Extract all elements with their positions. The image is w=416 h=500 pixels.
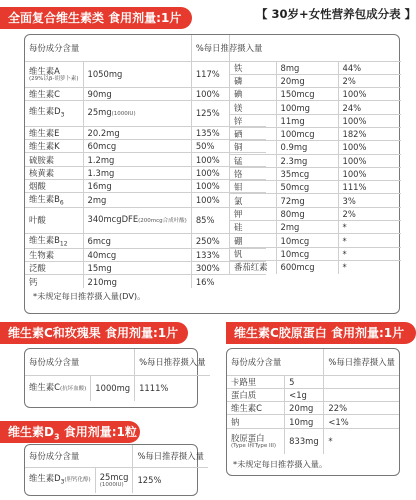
nutrient-name: 氯 <box>230 194 276 207</box>
vc-nrv: 1111% <box>135 375 210 401</box>
table-row <box>230 181 401 194</box>
nutrient-amount: 600mcg <box>276 260 338 273</box>
nutrient-name: 维生素C <box>227 402 285 415</box>
table-row <box>230 247 401 260</box>
nutrient-amount: 340mcgDFE(200mcg合成叶酸) <box>83 207 191 233</box>
nutrient-nrv: * <box>338 260 401 273</box>
nutrient-amount: 2mg <box>276 221 338 234</box>
nutrient-name: 镁 <box>230 101 276 114</box>
nutrient-name: 硫胺素 <box>25 153 83 166</box>
vd-nrv: 125% <box>133 467 208 493</box>
table-row <box>230 88 401 101</box>
nutrient-name: 硒 <box>230 127 276 140</box>
nutrient-name: 叶酸 <box>25 207 83 233</box>
table-row <box>25 375 210 401</box>
vc-name-cell: 维生素C(抗坏血酸) <box>25 375 91 401</box>
nutrient-amount: 2.3mg <box>276 154 338 167</box>
nutrient-name: 钠 <box>227 415 285 428</box>
nutrient-nrv: 100% <box>191 153 266 166</box>
nutrient-amount: 50mcg <box>276 181 338 194</box>
vc-col-nrv: %每日推荐摄入量 <box>139 356 206 367</box>
nutrient-nrv: 135% <box>191 126 266 139</box>
nutrient-name: 核黄素 <box>25 166 83 179</box>
table-row <box>25 467 208 493</box>
main-section-header: 全面复合维生素类 食用剂量:1片 <box>0 7 192 29</box>
nutrient-name: 锰 <box>230 154 276 167</box>
table-row <box>230 207 401 220</box>
col-header-nutrient: 每份成分含量 <box>25 35 191 61</box>
nutrient-nrv: 24% <box>338 101 401 114</box>
table-row <box>230 74 401 87</box>
nutrient-amount: 60mcg <box>83 140 191 153</box>
collagen-col-nrv: %每日推荐摄入量 <box>328 356 395 367</box>
nutrient-amount: 6mcg <box>83 233 191 248</box>
nutrient-nrv: * <box>324 428 399 454</box>
table-row <box>230 154 401 167</box>
nutrient-nrv: 100% <box>338 88 401 101</box>
table-row <box>230 234 401 247</box>
table-row <box>227 402 399 415</box>
nutrient-amount: 10mg <box>285 415 324 428</box>
nutrient-nrv: 2% <box>338 207 401 220</box>
nutrient-name: 维生素E <box>25 126 83 139</box>
nutrient-name: 卡路里 <box>227 375 285 388</box>
nutrient-amount: 20.2mg <box>83 126 191 139</box>
nutrient-amount: 40mcg <box>83 248 191 261</box>
table-row <box>227 375 399 388</box>
main-right-table <box>230 35 401 274</box>
nutrient-amount: <1g <box>285 388 324 401</box>
nutrient-nrv: 100% <box>191 166 266 179</box>
collagen-section-header: 维生素C胶原蛋白 食用剂量:1片 <box>226 322 416 344</box>
nutrient-nrv: 100% <box>338 114 401 127</box>
nutrient-nrv: * <box>338 221 401 234</box>
nutrient-amount: 1050mg <box>83 61 191 87</box>
table-row <box>227 428 399 454</box>
table-row <box>230 167 401 180</box>
vd-col-nutrient: 每份成分含量 <box>25 445 133 467</box>
nutrient-amount: 35mcg <box>276 167 338 180</box>
nutrient-name: 钙 <box>25 275 83 288</box>
nutrient-amount: 10mcg <box>276 247 338 260</box>
nutrient-amount: 90mg <box>83 87 191 100</box>
nutrient-amount: 20mg <box>276 74 338 87</box>
nutrient-nrv: 3% <box>338 194 401 207</box>
nutrient-amount: 25mg(1000IU) <box>83 100 191 126</box>
nutrient-nrv: 100% <box>338 154 401 167</box>
table-row <box>230 194 401 207</box>
vc-col-nutrient: 每份成分含量 <box>25 349 135 375</box>
nutrient-amount: 1.3mg <box>83 166 191 179</box>
vd-table <box>25 445 208 493</box>
table-row <box>230 260 401 273</box>
vc-amount: 1000mg <box>91 375 135 401</box>
table-row <box>230 101 401 114</box>
vd-section-header: 维生素$D_3$ 食用剂量:1粒 <box>0 421 140 443</box>
table-row <box>230 114 401 127</box>
nutrient-name: 维生素A (29%以β-胡萝卜素) <box>25 61 83 87</box>
nutrient-nrv: 44% <box>338 61 401 74</box>
nutrient-nrv: 182% <box>338 127 401 140</box>
nutrient-name: 维生素C <box>25 87 83 100</box>
nutrient-name: 磷 <box>230 74 276 87</box>
collagen-table <box>227 349 399 454</box>
nutrient-amount: 8mg <box>276 61 338 74</box>
nutrient-name: 维生素$B_6$ <box>25 193 83 208</box>
nutrient-amount: 10mcg <box>276 234 338 247</box>
nutrient-amount: 100mcg <box>276 127 338 140</box>
nutrient-nrv: <1% <box>324 415 399 428</box>
nutrient-name: 蛋白质 <box>227 388 285 401</box>
nutrient-nrv <box>324 388 399 401</box>
nutrient-amount: 72mg <box>276 194 338 207</box>
nutrient-name: 铜 <box>230 141 276 154</box>
nutrient-amount: 210mg <box>83 275 191 288</box>
nutrient-nrv: 100% <box>191 193 266 208</box>
table-row <box>25 275 266 288</box>
nutrient-nrv: 117% <box>191 61 266 87</box>
nutrient-amount: 20mg <box>285 402 324 415</box>
nutrient-nrv: 100% <box>191 87 266 100</box>
nutrient-nrv: * <box>338 234 401 247</box>
main-footnote: *未规定每日推荐摄入量(DV)。 <box>33 291 146 301</box>
vc-table-box <box>24 348 206 408</box>
nutrient-name: 钾 <box>230 207 276 220</box>
nutrient-name: 碘 <box>230 88 276 101</box>
nutrient-nrv: * <box>338 247 401 260</box>
nutrient-nrv: 85% <box>191 207 266 233</box>
nutrient-nrv <box>324 375 399 388</box>
vd-col-nrv: %每日推荐摄入量 <box>137 450 205 461</box>
nutrient-nrv: 100% <box>191 179 266 192</box>
page-title: 【 30岁+女性营养包成分表 】 <box>256 7 416 21</box>
table-row <box>230 221 401 234</box>
nutrient-name: 烟酸 <box>25 179 83 192</box>
nutrient-name: 硼 <box>230 234 276 247</box>
nutrient-name: 锌 <box>230 114 276 127</box>
nutrient-name: 胶原蛋白 (Type I和Type III) <box>227 428 285 454</box>
nutrient-nrv: 16% <box>191 275 266 288</box>
nutrient-name: 硅 <box>230 221 276 234</box>
nutrient-amount: 11mg <box>276 114 338 127</box>
nutrient-name: 铁 <box>230 61 276 74</box>
vd-amount-cell: 25mcg (1000IU) <box>95 467 133 493</box>
nutrient-name: 钒 <box>230 247 276 260</box>
nutrient-nrv: 100% <box>338 167 401 180</box>
nutrient-amount: 1.2mg <box>83 153 191 166</box>
main-right-col <box>229 35 401 274</box>
nutrient-nrv: 2% <box>338 74 401 87</box>
nutrient-nrv: 111% <box>338 181 401 194</box>
nutrient-name: 生物素 <box>25 248 83 261</box>
nutrient-amount: 15mg <box>83 261 191 274</box>
nutrient-nrv: 250% <box>191 233 266 248</box>
right-header-spacer <box>230 35 401 61</box>
nutrient-amount: 80mg <box>276 207 338 220</box>
collagen-footnote: *未规定每日推荐摄入量。 <box>233 459 328 469</box>
table-row <box>227 415 399 428</box>
vc-table <box>25 349 210 401</box>
nutrient-amount: 150mcg <box>276 88 338 101</box>
nutrient-nrv: 133% <box>191 248 266 261</box>
nutrient-nrv: 50% <box>191 140 266 153</box>
nutrient-nrv: 100% <box>338 141 401 154</box>
nutrient-name: 番茄红素 <box>230 260 276 273</box>
nutrient-name: 维生素$D_3$ <box>25 100 83 126</box>
collagen-col-nutrient: 每份成分含量 <box>227 349 324 375</box>
nutrient-amount: 833mg <box>285 428 324 454</box>
nutrient-nrv: 125% <box>191 100 266 126</box>
nutrient-name: 泛酸 <box>25 261 83 274</box>
collagen-table-box <box>226 348 400 476</box>
nutrient-amount: 0.9mg <box>276 141 338 154</box>
nutrient-nrv: 300% <box>191 261 266 274</box>
nutrient-nrv: 22% <box>324 402 399 415</box>
table-row <box>230 141 401 154</box>
vd-table-box <box>24 444 205 496</box>
col-header-nrv: %每日推荐摄入量 <box>195 42 263 53</box>
nutrient-amount: 16mg <box>83 179 191 192</box>
table-row <box>230 127 401 140</box>
table-row <box>230 61 401 74</box>
table-row <box>227 388 399 401</box>
nutrient-name: 维生素K <box>25 140 83 153</box>
vc-section-header: 维生素C和玫瑰果 食用剂量:1片 <box>0 322 188 344</box>
nutrient-name: 维生素$B_{12}$ <box>25 233 83 248</box>
nutrient-name: 铬 <box>230 167 276 180</box>
nutrient-amount: 5 <box>285 375 324 388</box>
main-table-box <box>24 34 400 314</box>
nutrient-amount: 100mg <box>276 101 338 114</box>
nutrient-amount: 2mg <box>83 193 191 208</box>
nutrient-name: 钼 <box>230 181 276 194</box>
vd-name-cell: 维生素$D_3$(胆钙化醇) <box>25 467 95 493</box>
